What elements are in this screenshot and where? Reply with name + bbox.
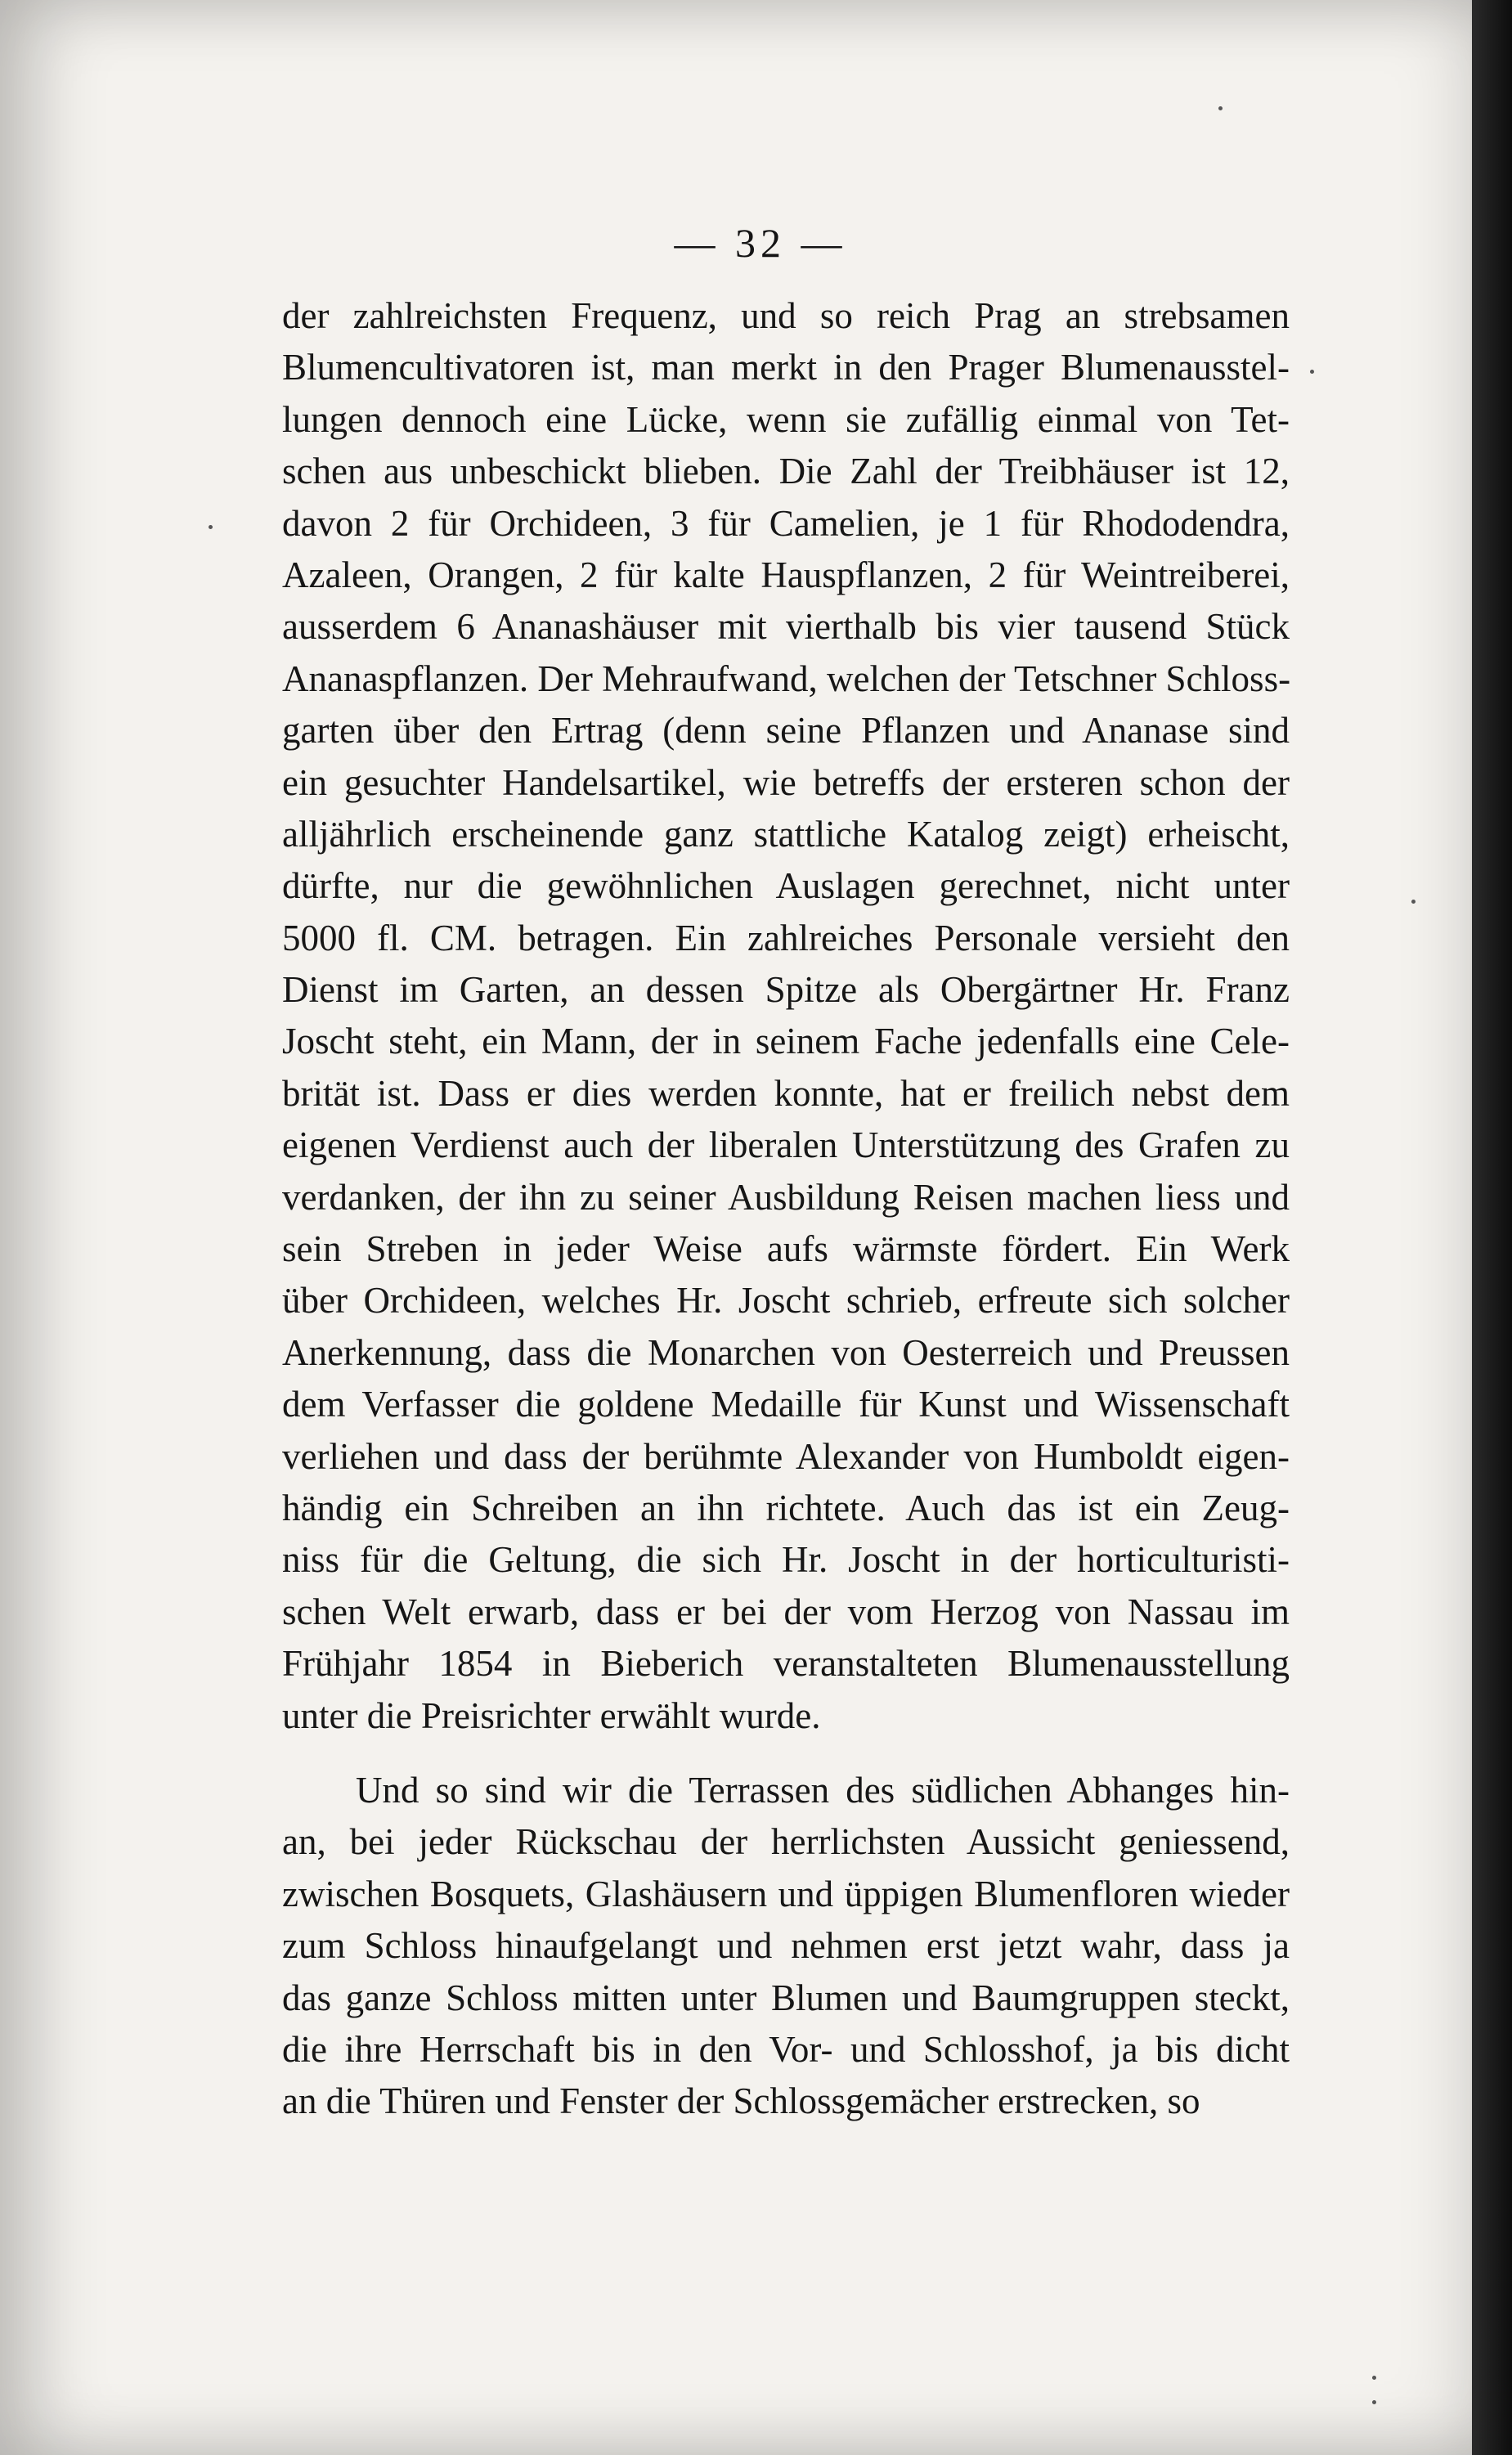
text-line: ein gesuchter Handelsartikel, wie betreffs der ersteren schon der (282, 761, 1290, 803)
scan-speck (1310, 370, 1314, 374)
text-line: verdanken, der ihn zu seiner Ausbildung Reisen machen liess und (282, 1176, 1290, 1218)
text-line: schen Welt erwarb, dass er bei der vom Herzog von Nassau im (282, 1591, 1290, 1632)
text-line: händig ein Schreiben an ihn richtete. Auch das ist ein Zeug- (282, 1487, 1290, 1528)
text-line: an, bei jeder Rückschau der herrlichsten Aussicht geniessend, (282, 1821, 1290, 1863)
text-line: niss für die Geltung, die sich Hr. Joscht in der horticulturisti- (282, 1539, 1290, 1581)
scan-speck (1372, 2376, 1376, 2380)
paragraph (282, 1765, 1290, 2128)
scan-speck (209, 525, 213, 529)
text-line: lungen dennoch eine Lücke, wenn sie zufällig einmal von Tet- (282, 398, 1290, 440)
text-line: der zahlreichsten Frequenz, und so reich Prag an strebsamen (282, 295, 1290, 336)
text-line: die ihre Herrschaft bis in den Vor- und Schlosshof, ja bis dicht (282, 2028, 1290, 2070)
text-line: eigenen Verdienst auch der liberalen Unterstützung des Grafen zu (282, 1124, 1290, 1166)
text-line: 5000 fl. CM. betragen. Ein zahlreiches Personale versieht den (282, 917, 1290, 958)
text-line: garten über den Ertrag (denn seine Pflanzen und Ananase sind (282, 710, 1290, 752)
text-line: ausserdem 6 Ananashäuser mit vierthalb bis vier tausend Stück (282, 606, 1290, 648)
text-line: alljährlich erscheinende ganz stattliche Katalog zeigt) erheischt, (282, 813, 1290, 855)
page-number: — 32 — (674, 220, 847, 266)
text-line: das ganze Schloss mitten unter Blumen und Baumgruppen steckt, (282, 1977, 1290, 2018)
text-line: Joscht steht, ein Mann, der in seinem Fache jedenfalls eine Cele- (282, 1021, 1290, 1062)
text-line: schen aus unbeschickt blieben. Die Zahl der Treibhäuser ist 12, (282, 451, 1290, 492)
text-line: Und so sind wir die Terrassen des südlichen Abhanges hin- (356, 1769, 1290, 1811)
text-line: sein Streben in jeder Weise aufs wärmste fördert. Ein Werk (282, 1228, 1290, 1270)
text-line: brität ist. Dass er dies werden konnte, hat er freilich nebst dem (282, 1072, 1290, 1114)
scan-speck (1218, 106, 1223, 110)
scan-border (1472, 0, 1512, 2455)
text-line: Azaleen, Orangen, 2 für kalte Hauspflanzen, 2 für Weintreiberei, (282, 554, 1290, 595)
text-line: Anerkennung, dass die Monarchen von Oesterreich und Preussen (282, 1331, 1290, 1373)
text-line: verliehen und dass der berühmte Alexander von Humboldt eigen- (282, 1435, 1290, 1477)
text-line: Blumencultivatoren ist, man merkt in den Prager Blumenausstel- (282, 347, 1290, 388)
text-line: an die Thüren und Fenster der Schlossgemächer erstrecken, so (282, 2080, 1200, 2122)
scan-speck (1372, 2400, 1376, 2404)
paragraph (282, 290, 1290, 1742)
text-line: zum Schloss hinaufgelangt und nehmen erst jetzt wahr, dass ja (282, 1925, 1290, 1967)
text-line: unter die Preisrichter erwählt wurde. (282, 1694, 821, 1736)
text-line: davon 2 für Orchideen, 3 für Camelien, je 1 für Rhododendra, (282, 502, 1290, 544)
text-line: dürfte, nur die gewöhnlichen Auslagen gerechnet, nicht unter (282, 865, 1290, 907)
paragraph-gap (282, 1742, 1290, 1765)
text-line: Ananaspflanzen. Der Mehraufwand, welchen der Tetschner Schloss- (282, 658, 1291, 699)
body-text (282, 290, 1290, 2128)
text-line: über Orchideen, welches Hr. Joscht schrieb, erfreute sich solcher (282, 1280, 1290, 1322)
text-line: zwischen Bosquets, Glashäusern und üppigen Blumenfloren wieder (282, 1873, 1290, 1914)
text-line: Dienst im Garten, an dessen Spitze als Obergärtner Hr. Franz (282, 969, 1290, 1011)
text-line: Frühjahr 1854 in Bieberich veranstalteten Blumenausstellung (282, 1643, 1290, 1685)
text-line: dem Verfasser die goldene Medaille für Kunst und Wissenschaft (282, 1384, 1290, 1425)
scan-speck (1411, 900, 1416, 904)
